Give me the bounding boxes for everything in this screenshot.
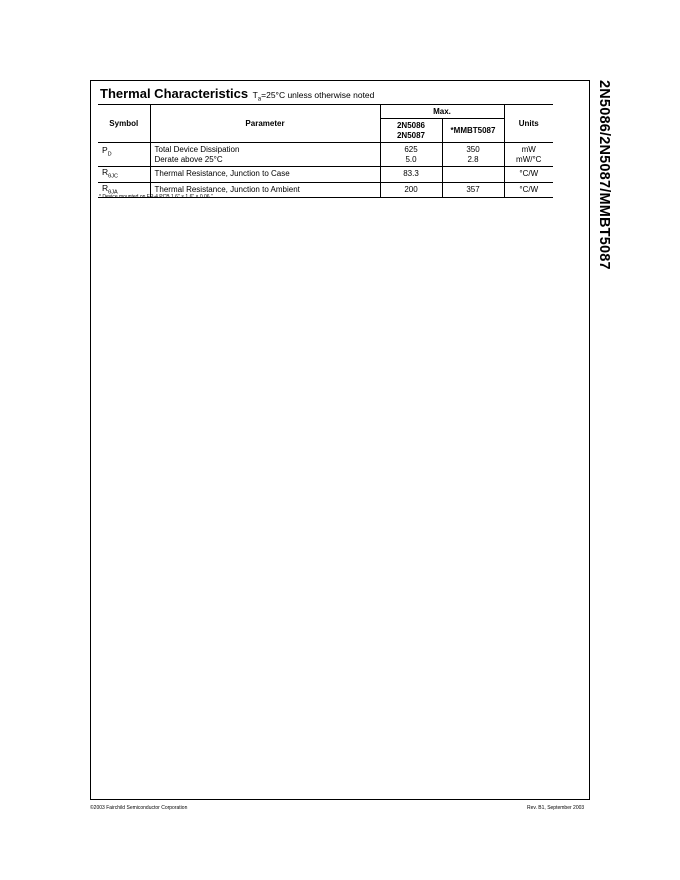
- value-cell: 625 5.0: [380, 143, 442, 167]
- header-symbol: Symbol: [98, 105, 150, 143]
- parameter-cell: Thermal Resistance, Junction to Case: [150, 167, 380, 183]
- section-condition: $T_a=25^\circ C$ unless otherwise noted: [252, 90, 375, 103]
- value-cell: 357: [442, 182, 504, 198]
- side-part-number-title: 2N5086/2N5087/MMBT5087: [596, 80, 612, 270]
- footer-revision: Rev. B1, September 2003: [527, 805, 585, 811]
- header-max: Max.: [380, 105, 504, 119]
- value-cell: 200: [380, 182, 442, 198]
- table-row: [98, 167, 553, 183]
- parameter-cell: Total Device Dissipation Derate above 25°C: [150, 143, 380, 167]
- header-mmbt5087: *MMBT5087: [442, 119, 504, 143]
- units-cell: mW mW/°C: [504, 143, 553, 167]
- symbol-cell: $R_{\theta JA}$: [98, 182, 150, 198]
- table-row: [98, 143, 553, 167]
- table-footnote: * Device mounted on FR-4 PCB 1.6" × 1.6" × 0.06.": [99, 194, 213, 200]
- symbol-cell: $R_{\theta JC}$: [98, 167, 150, 183]
- units-cell: °C/W: [504, 167, 553, 183]
- value-cell: 83.3: [380, 167, 442, 183]
- value-cell: [442, 167, 504, 183]
- footer-copyright: ©2003 Fairchild Semiconductor Corporation: [90, 805, 188, 811]
- thermal-characteristics-table: [98, 104, 553, 198]
- header-units: Units: [504, 105, 553, 143]
- header-2n5086-2n5087: 2N5086 2N5087: [380, 119, 442, 143]
- value-cell: 350 2.8: [442, 143, 504, 167]
- parameter-cell: Thermal Resistance, Junction to Ambient: [150, 182, 380, 198]
- header-parameter: Parameter: [150, 105, 380, 143]
- symbol-cell: $P_D$: [98, 143, 150, 167]
- section-title: Thermal Characteristics: [100, 86, 249, 101]
- units-cell: °C/W: [504, 182, 553, 198]
